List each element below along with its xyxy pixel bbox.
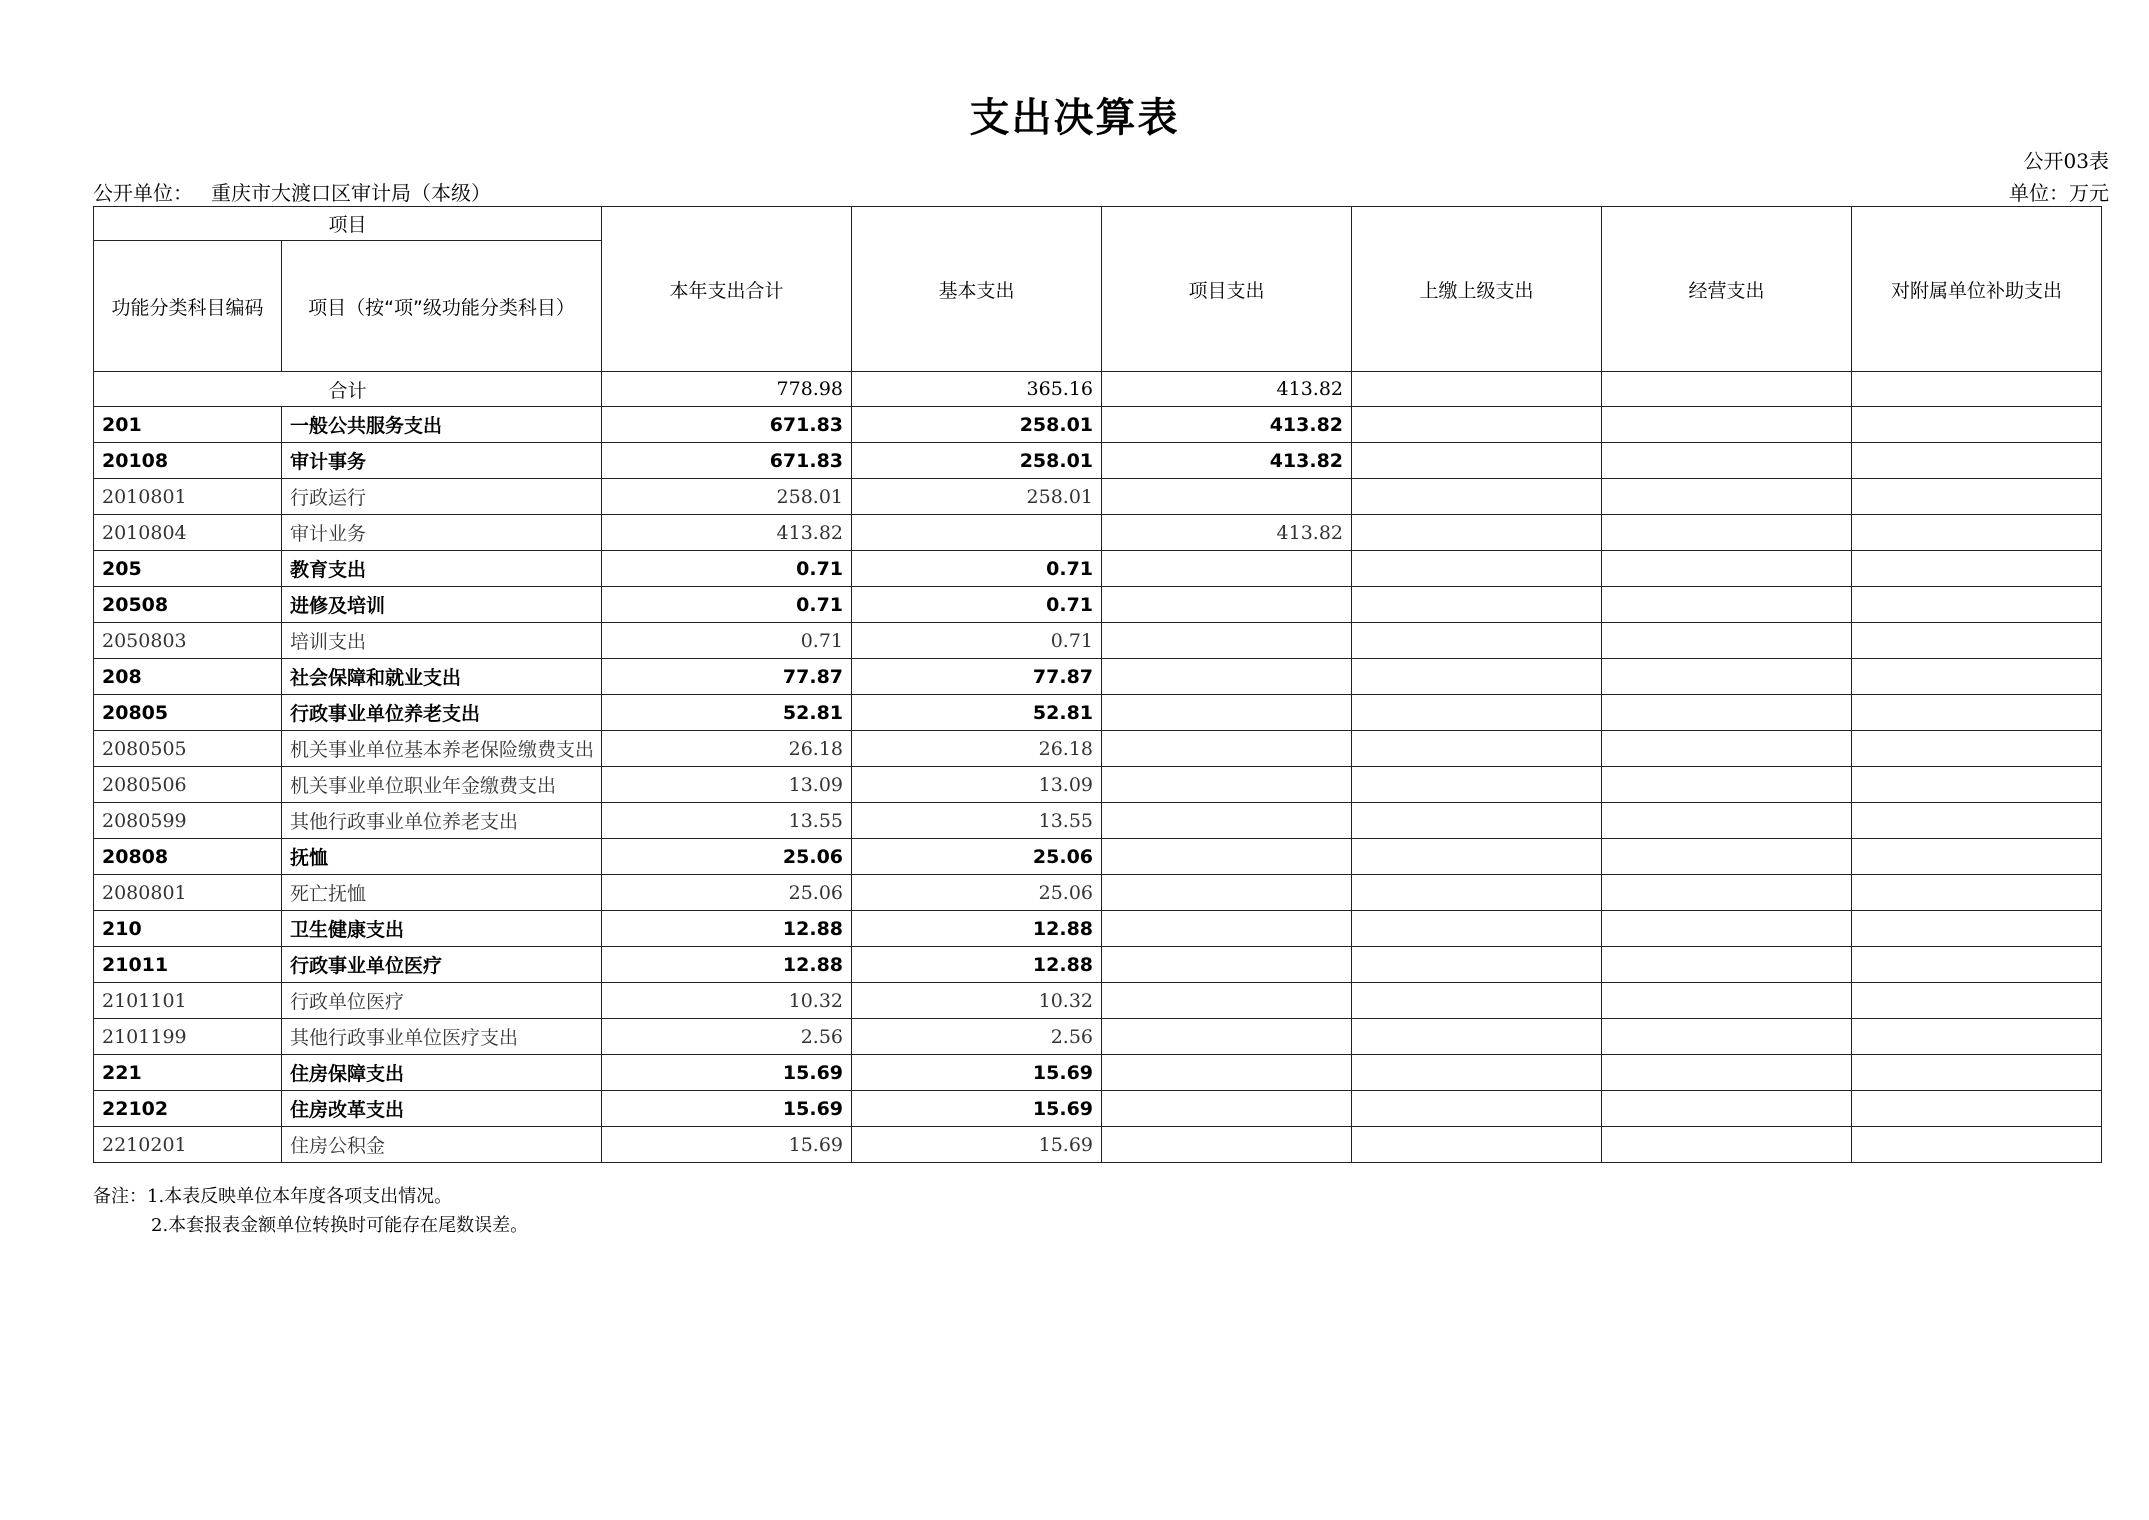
row-subsidy (1852, 767, 2102, 803)
row-business (1602, 695, 1852, 731)
total-project-expense: 413.82 (1102, 372, 1352, 407)
row-basic: 12.88 (852, 947, 1102, 983)
row-name: 进修及培训 (282, 587, 602, 623)
header-upper: 上缴上级支出 (1352, 207, 1602, 372)
row-basic: 26.18 (852, 731, 1102, 767)
row-total: 13.09 (602, 767, 852, 803)
row-subsidy (1852, 947, 2102, 983)
row-basic: 0.71 (852, 551, 1102, 587)
row-project-expense (1102, 1019, 1352, 1055)
row-name: 行政事业单位养老支出 (282, 695, 602, 731)
row-total: 0.71 (602, 623, 852, 659)
row-total: 15.69 (602, 1055, 852, 1091)
unit-label: 单位：万元 (2009, 181, 2109, 205)
row-project-expense (1102, 1091, 1352, 1127)
note-line-2: 2.本套报表金额单位转换时可能存在尾数误差。 (151, 1215, 529, 1236)
header-subsidy: 对附属单位补助支出 (1852, 207, 2102, 372)
row-business (1602, 407, 1852, 443)
row-upper (1352, 767, 1602, 803)
row-subsidy (1852, 983, 2102, 1019)
row-subsidy (1852, 911, 2102, 947)
table-row (94, 947, 2102, 983)
row-project-expense (1102, 1055, 1352, 1091)
row-basic: 0.71 (852, 623, 1102, 659)
row-subsidy (1852, 839, 2102, 875)
row-basic: 258.01 (852, 407, 1102, 443)
row-business (1602, 947, 1852, 983)
row-project-expense (1102, 947, 1352, 983)
row-name: 住房改革支出 (282, 1091, 602, 1127)
row-total: 0.71 (602, 551, 852, 587)
row-basic: 0.71 (852, 587, 1102, 623)
row-project-expense (1102, 803, 1352, 839)
table-row (94, 911, 2102, 947)
unit-row (93, 177, 2109, 203)
row-business (1602, 1091, 1852, 1127)
notes (93, 1182, 528, 1240)
row-subsidy (1852, 407, 2102, 443)
table-row (94, 1127, 2102, 1163)
row-code: 210 (94, 911, 282, 947)
row-upper (1352, 407, 1602, 443)
row-upper (1352, 695, 1602, 731)
expenditure-table (93, 206, 2102, 1163)
header-name: 项目（按“项”级功能分类科目） (282, 241, 602, 372)
table-row (94, 695, 2102, 731)
header-project: 项目 (94, 207, 602, 241)
table-row (94, 443, 2102, 479)
row-upper (1352, 983, 1602, 1019)
row-business (1602, 443, 1852, 479)
row-basic: 25.06 (852, 875, 1102, 911)
row-name: 卫生健康支出 (282, 911, 602, 947)
table-row (94, 1091, 2102, 1127)
row-code: 2080801 (94, 875, 282, 911)
row-total: 671.83 (602, 407, 852, 443)
row-total: 2.56 (602, 1019, 852, 1055)
total-total: 778.98 (602, 372, 852, 407)
table-row (94, 1055, 2102, 1091)
row-subsidy (1852, 659, 2102, 695)
row-subsidy (1852, 1055, 2102, 1091)
note-line-1: 备注：1.本表反映单位本年度各项支出情况。 (93, 1186, 453, 1207)
row-name: 死亡抚恤 (282, 875, 602, 911)
row-code: 21011 (94, 947, 282, 983)
row-project-expense (1102, 659, 1352, 695)
row-basic: 13.09 (852, 767, 1102, 803)
row-upper (1352, 1019, 1602, 1055)
row-project-expense (1102, 983, 1352, 1019)
table-row (94, 551, 2102, 587)
table-row (94, 767, 2102, 803)
row-upper (1352, 731, 1602, 767)
row-project-expense (1102, 623, 1352, 659)
row-upper (1352, 515, 1602, 551)
row-business (1602, 551, 1852, 587)
row-business (1602, 1019, 1852, 1055)
row-total: 26.18 (602, 731, 852, 767)
row-code: 2101101 (94, 983, 282, 1019)
table-row (94, 875, 2102, 911)
row-project-expense (1102, 911, 1352, 947)
row-upper (1352, 1091, 1602, 1127)
row-subsidy (1852, 1019, 2102, 1055)
row-code: 221 (94, 1055, 282, 1091)
row-name: 机关事业单位基本养老保险缴费支出 (282, 731, 602, 767)
table-row (94, 623, 2102, 659)
row-name: 行政运行 (282, 479, 602, 515)
row-basic: 2.56 (852, 1019, 1102, 1055)
row-subsidy (1852, 1091, 2102, 1127)
row-project-expense (1102, 875, 1352, 911)
row-upper (1352, 551, 1602, 587)
row-business (1602, 731, 1852, 767)
row-upper (1352, 623, 1602, 659)
row-basic: 15.69 (852, 1055, 1102, 1091)
table-row (94, 803, 2102, 839)
row-total: 10.32 (602, 983, 852, 1019)
row-basic: 10.32 (852, 983, 1102, 1019)
row-code: 2101199 (94, 1019, 282, 1055)
row-code: 2080505 (94, 731, 282, 767)
row-name: 机关事业单位职业年金缴费支出 (282, 767, 602, 803)
row-name: 住房公积金 (282, 1127, 602, 1163)
table-row (94, 407, 2102, 443)
row-upper (1352, 443, 1602, 479)
header-project-expense: 项目支出 (1102, 207, 1352, 372)
page-title: 支出决算表 (969, 95, 1180, 141)
row-project-expense (1102, 767, 1352, 803)
row-total: 12.88 (602, 947, 852, 983)
row-code: 2010804 (94, 515, 282, 551)
row-name: 一般公共服务支出 (282, 407, 602, 443)
table-row (94, 587, 2102, 623)
total-row (94, 372, 2102, 407)
row-basic: 258.01 (852, 443, 1102, 479)
table-body (94, 372, 2102, 1163)
row-total: 258.01 (602, 479, 852, 515)
row-project-expense (1102, 839, 1352, 875)
form-code: 公开03表 (2023, 149, 2109, 173)
row-subsidy (1852, 623, 2102, 659)
total-label: 合计 (94, 372, 602, 407)
row-subsidy (1852, 1127, 2102, 1163)
table-row (94, 1019, 2102, 1055)
row-total: 671.83 (602, 443, 852, 479)
row-name: 其他行政事业单位养老支出 (282, 803, 602, 839)
row-subsidy (1852, 587, 2102, 623)
row-code: 2050803 (94, 623, 282, 659)
row-basic: 12.88 (852, 911, 1102, 947)
org-name: 重庆市大渡口区审计局（本级） (211, 181, 491, 205)
row-subsidy (1852, 479, 2102, 515)
row-business (1602, 839, 1852, 875)
row-upper (1352, 947, 1602, 983)
table-row (94, 479, 2102, 515)
row-total: 413.82 (602, 515, 852, 551)
org-info (93, 177, 491, 206)
row-name: 培训支出 (282, 623, 602, 659)
row-project-expense (1102, 551, 1352, 587)
row-upper (1352, 479, 1602, 515)
table-row (94, 515, 2102, 551)
row-upper (1352, 803, 1602, 839)
row-total: 52.81 (602, 695, 852, 731)
row-business (1602, 1127, 1852, 1163)
row-subsidy (1852, 551, 2102, 587)
row-code: 22102 (94, 1091, 282, 1127)
row-total: 77.87 (602, 659, 852, 695)
row-name: 抚恤 (282, 839, 602, 875)
row-business (1602, 623, 1852, 659)
row-code: 201 (94, 407, 282, 443)
row-total: 13.55 (602, 803, 852, 839)
total-basic: 365.16 (852, 372, 1102, 407)
row-project-expense (1102, 731, 1352, 767)
row-subsidy (1852, 731, 2102, 767)
row-name: 行政单位医疗 (282, 983, 602, 1019)
row-subsidy (1852, 515, 2102, 551)
row-basic: 13.55 (852, 803, 1102, 839)
row-business (1602, 515, 1852, 551)
row-subsidy (1852, 695, 2102, 731)
row-upper (1352, 839, 1602, 875)
row-code: 2010801 (94, 479, 282, 515)
table-row (94, 983, 2102, 1019)
header-business: 经营支出 (1602, 207, 1852, 372)
row-total: 12.88 (602, 911, 852, 947)
header-code: 功能分类科目编码 (94, 241, 282, 372)
row-business (1602, 767, 1852, 803)
row-business (1602, 1055, 1852, 1091)
row-business (1602, 983, 1852, 1019)
row-total: 25.06 (602, 875, 852, 911)
row-basic: 258.01 (852, 479, 1102, 515)
row-total: 15.69 (602, 1127, 852, 1163)
header-basic: 基本支出 (852, 207, 1102, 372)
row-name: 行政事业单位医疗 (282, 947, 602, 983)
row-business (1602, 479, 1852, 515)
row-basic: 25.06 (852, 839, 1102, 875)
row-code: 20508 (94, 587, 282, 623)
row-total: 25.06 (602, 839, 852, 875)
row-upper (1352, 875, 1602, 911)
row-name: 其他行政事业单位医疗支出 (282, 1019, 602, 1055)
row-name: 教育支出 (282, 551, 602, 587)
row-basic (852, 515, 1102, 551)
row-business (1602, 875, 1852, 911)
row-basic: 15.69 (852, 1127, 1102, 1163)
row-code: 2210201 (94, 1127, 282, 1163)
row-code: 2080506 (94, 767, 282, 803)
row-upper (1352, 1127, 1602, 1163)
row-code: 2080599 (94, 803, 282, 839)
row-total: 0.71 (602, 587, 852, 623)
row-upper (1352, 587, 1602, 623)
row-basic: 77.87 (852, 659, 1102, 695)
row-code: 205 (94, 551, 282, 587)
row-subsidy (1852, 803, 2102, 839)
header-total: 本年支出合计 (602, 207, 852, 372)
row-name: 审计事务 (282, 443, 602, 479)
row-total: 15.69 (602, 1091, 852, 1127)
row-upper (1352, 1055, 1602, 1091)
row-subsidy (1852, 875, 2102, 911)
row-name: 审计业务 (282, 515, 602, 551)
row-business (1602, 587, 1852, 623)
row-project-expense (1102, 479, 1352, 515)
table-row (94, 839, 2102, 875)
row-upper (1352, 659, 1602, 695)
total-subsidy (1852, 372, 2102, 407)
row-code: 20808 (94, 839, 282, 875)
row-project-expense (1102, 587, 1352, 623)
row-code: 208 (94, 659, 282, 695)
row-code: 20108 (94, 443, 282, 479)
row-subsidy (1852, 443, 2102, 479)
row-business (1602, 803, 1852, 839)
org-label: 公开单位： (93, 181, 193, 205)
row-project-expense (1102, 695, 1352, 731)
row-name: 住房保障支出 (282, 1055, 602, 1091)
total-business (1602, 372, 1852, 407)
row-project-expense: 413.82 (1102, 407, 1352, 443)
row-basic: 52.81 (852, 695, 1102, 731)
row-business (1602, 911, 1852, 947)
row-code: 20805 (94, 695, 282, 731)
row-business (1602, 659, 1852, 695)
row-name: 社会保障和就业支出 (282, 659, 602, 695)
row-project-expense (1102, 1127, 1352, 1163)
table-row (94, 731, 2102, 767)
row-project-expense: 413.82 (1102, 443, 1352, 479)
table-row (94, 659, 2102, 695)
row-project-expense: 413.82 (1102, 515, 1352, 551)
total-upper (1352, 372, 1602, 407)
row-upper (1352, 911, 1602, 947)
row-basic: 15.69 (852, 1091, 1102, 1127)
